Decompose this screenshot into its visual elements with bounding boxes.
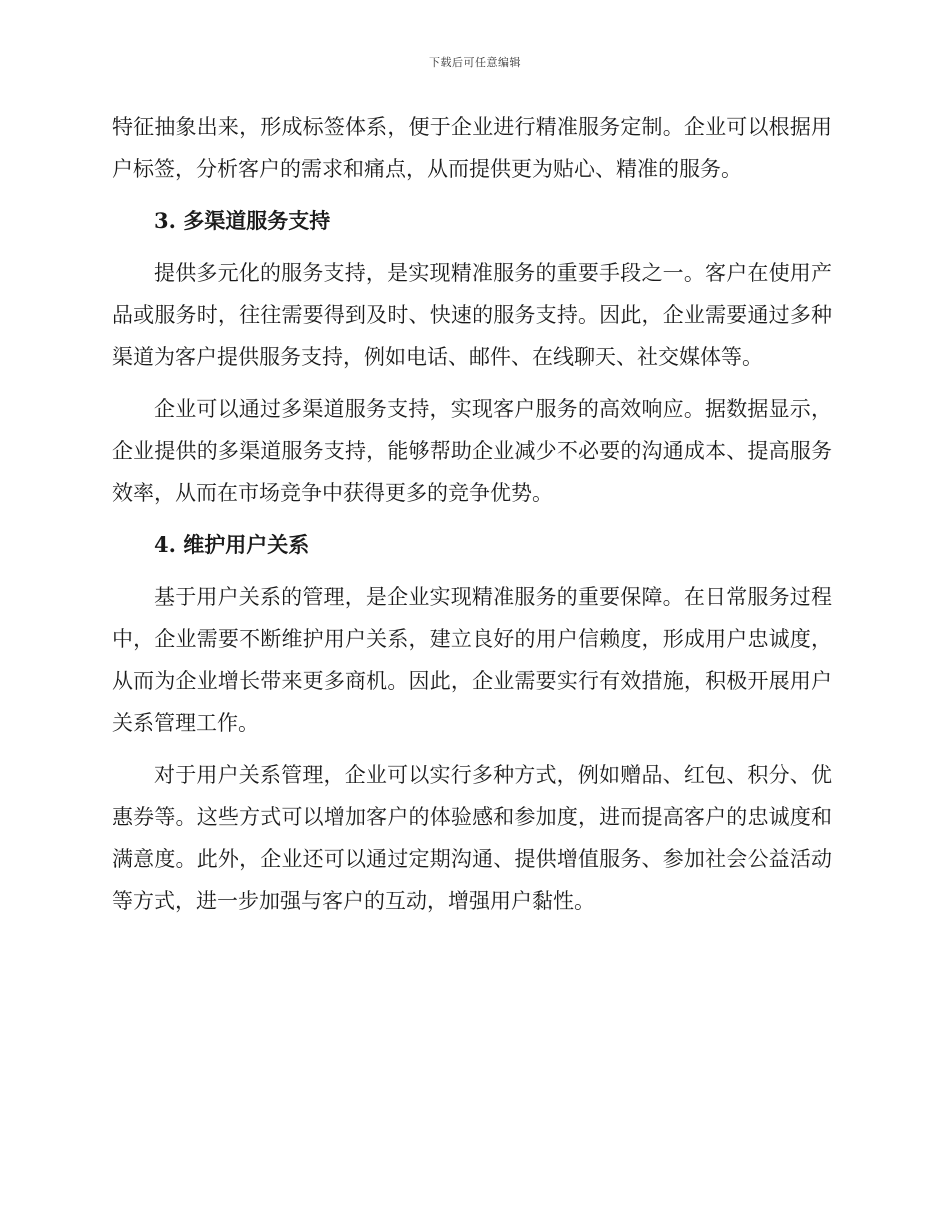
paragraph-user-relations-intro: 基于用户关系的管理，是企业实现精准服务的重要保障。在日常服务过程中，企业需要不断维护用户关系，建立良好的用户信赖度，形成用户忠诚度，从而为企业增长带来更多商机。因此，企业需要实行有效措施，积极开展用户关系管理工作。: [112, 585, 832, 735]
paragraph-user-relations-methods: 对于用户关系管理，企业可以实行多种方式，例如赠品、红包、积分、优惠券等。这些方式可以增加客户的体验感和参加度，进而提高客户的忠诚度和满意度。此外，企业还可以通过定期沟通、提供增值服务、参加社会公益活动等方式，进一步加强与客户的互动，增强用户黏性。: [112, 763, 832, 913]
page-header: 下载后可任意编辑: [429, 56, 521, 69]
paragraph-user-tags: 特征抽象出来，形成标签体系，便于企业进行精准服务定制。企业可以根据用户标签，分析客户的需求和痛点，从而提供更为贴心、精准的服务。: [112, 115, 832, 181]
document-body: [112, 106, 832, 922]
section-heading-user-relations: 4. 维护用户关系: [154, 532, 310, 557]
paragraph-multichannel-intro: 提供多元化的服务支持，是实现精准服务的重要手段之一。客户在使用产品或服务时，往往需要得到及时、快速的服务支持。因此，企业需要通过多种渠道为客户提供服务支持，例如电话、邮件、在线聊天、社交媒体等。: [112, 261, 832, 369]
paragraph-multichannel-benefits: 企业可以通过多渠道服务支持，实现客户服务的高效响应。据数据显示，企业提供的多渠道服务支持，能够帮助企业减少不必要的沟通成本、提高服务效率，从而在市场竞争中获得更多的竞争优势。: [112, 397, 832, 505]
section-heading-multichannel: 3. 多渠道服务支持: [154, 208, 331, 233]
